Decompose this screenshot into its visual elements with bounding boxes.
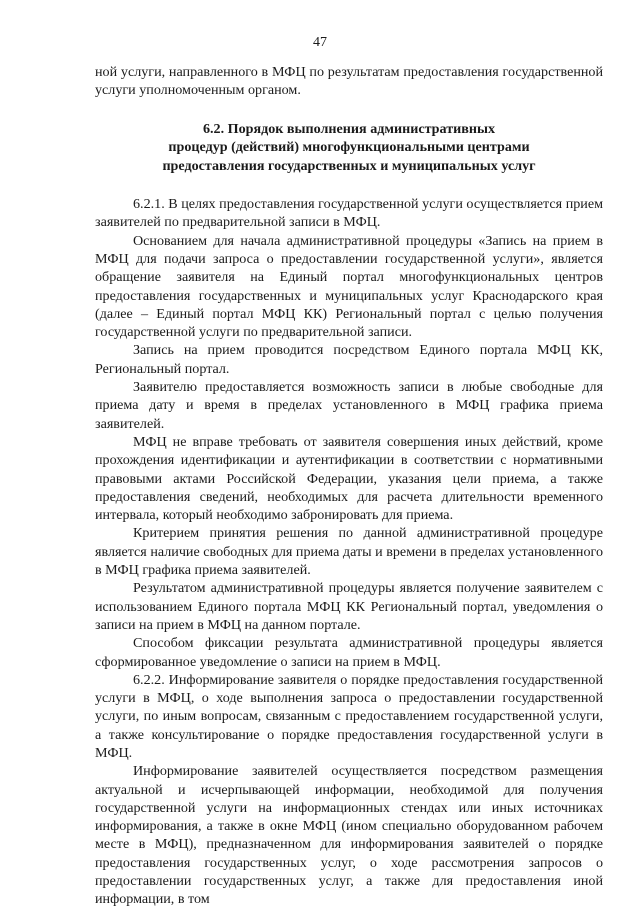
paragraph: Критерием принятия решения по данной административной процедуре является наличие свободных для приема даты и времени в пределах установленного в МФЦ графика приема заявителей.: [95, 525, 603, 579]
paragraph: Заявителю предоставляется возможность записи в любые свободные для приема дату и время в пределах установленного в МФЦ графика приема заявителей.: [95, 379, 603, 432]
document-body: [95, 63, 603, 909]
paragraph: Запись на прием проводится посредством Единого портала МФЦ КК, Региональный портал.: [95, 342, 603, 377]
page-number: 47: [313, 35, 327, 50]
paragraph: МФЦ не вправе требовать от заявителя совершения иных действий, кроме прохождения идентификации и аутентификации в соответствии с нормативными правовыми актами Российской Федерации, указания цели приема, а также предоставления сведений, необходимых для расчета длительности временного интервала, который необходимо забронировать для приема.: [95, 433, 603, 524]
paragraph: 6.2.2. Информирование заявителя о порядке предоставления государственной услуги в МФЦ, о ходе выполнения запроса о предоставлении государственной услуги, по иным вопросам, связанным с предоставлением государственной услуги, а также консультирование о порядке предоставления государственной услуги в МФЦ.: [95, 671, 603, 761]
paragraph: Информирование заявителей осуществляется посредством размещения актуальной и исчерпывающей информации, необходимой для получения государственной услуги на информационных стендах или иных источниках информирования, а также в окне МФЦ (ином специально оборудованном рабочем месте в МФЦ), предназначенном для информирования заявителей о порядке предоставления государственных услуг, о ходе рассмотрения запросов о предоставлении государственных услуг, а также для предоставления иной информации, в том: [95, 763, 603, 908]
heading-line: процедур (действий) многофункциональными центрами: [168, 139, 530, 156]
paragraph: Основанием для начала административной процедуры «Запись на прием в МФЦ для подачи запроса о предоставлении государственной услуги», является обращение заявителя на Единый портал многофункциональных центров предоставления государственных и муниципальных услуг Краснодарского края (далее – Единый портал МФЦ КК) Региональный портал с целью получения государственной услуги по предварительной записи.: [95, 232, 603, 341]
paragraph: Способом фиксации результата административной процедуры является сформированное уведомление о записи на прием в МФЦ.: [95, 635, 603, 670]
section-heading: [95, 120, 603, 176]
intro-paragraph: ной услуги, направленного в МФЦ по результатам предоставления государственной услуги уполномоченным органом.: [95, 64, 603, 99]
heading-line: предоставления государственных и муниципальных услуг: [162, 157, 536, 174]
heading-line: 6.2. Порядок выполнения административных: [202, 120, 496, 137]
paragraph: Результатом административной процедуры является получение заявителем с использованием Единого портала МФЦ КК Региональный портал, уведомления о записи на прием в МФЦ на данном портале.: [95, 580, 603, 633]
paragraph: 6.2.1. В целях предоставления государственной услуги осуществляется прием заявителей по предварительной записи в МФЦ.: [95, 196, 603, 231]
